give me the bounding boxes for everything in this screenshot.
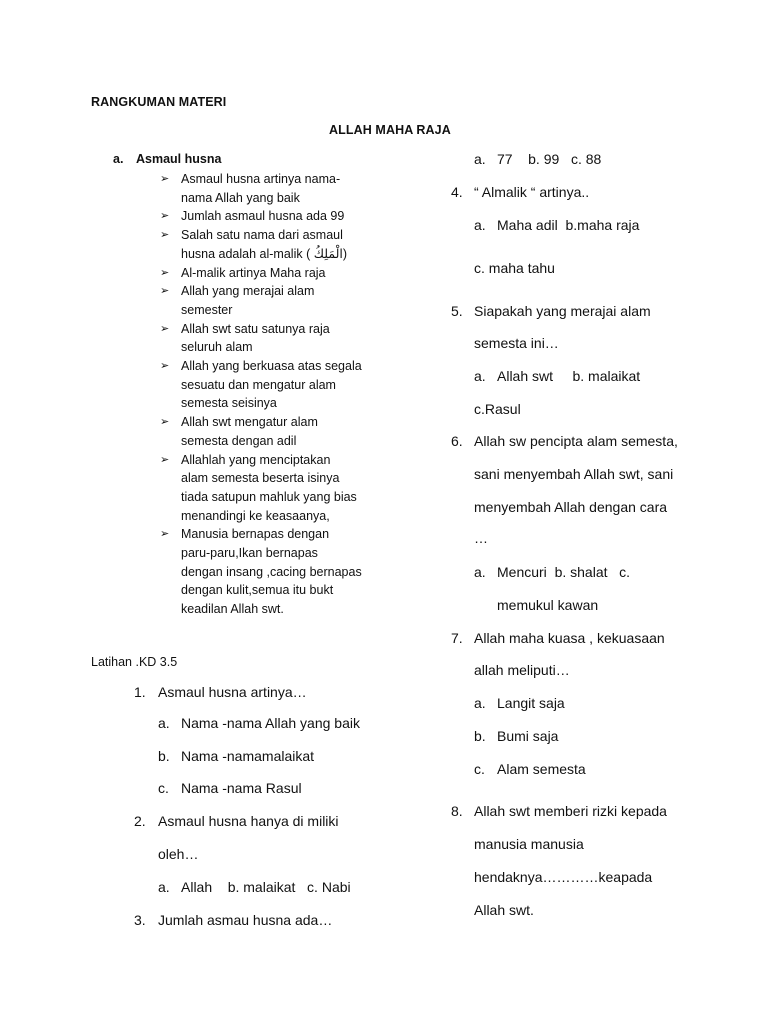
option-letter: a.: [158, 879, 170, 895]
question-text: sani menyembah Allah swt, sani: [474, 466, 674, 482]
question-number: 7.: [451, 630, 463, 646]
summary-bullet-text: alam semesta beserta isinya: [181, 471, 340, 486]
summary-bullet-text: Allah swt satu satunya raja: [181, 321, 330, 336]
question-text: Allah swt memberi rizki kepada: [474, 803, 667, 819]
document-subtitle: ALLAH MAHA RAJA: [329, 123, 451, 137]
summary-bullet-text: husna adalah al-malik ( الْمَلِكُ): [181, 246, 348, 261]
question-text: menyembah Allah dengan cara: [474, 499, 668, 515]
option-text: 77 b. 99 c. 88: [497, 151, 602, 167]
summary-bullet-text: Al-malik artinya Maha raja: [181, 265, 326, 280]
summary-bullet-item: [160, 170, 370, 207]
arrow-bullet-icon: ➢: [160, 416, 170, 429]
question-number: 4.: [451, 184, 463, 200]
summary-bullet-text: keadilan Allah swt.: [181, 602, 284, 617]
question-text: “ Almalik “ artinya..: [474, 184, 590, 200]
option-text: Nama -namamalaikat: [181, 748, 315, 764]
section-marker: a.: [113, 152, 124, 166]
question-text: Allah sw pencipta alam semesta,: [474, 433, 678, 449]
summary-bullet-text: Manusia bernapas dengan: [181, 527, 330, 542]
option-text: memukul kawan: [497, 597, 599, 613]
option-letter: a.: [474, 368, 486, 384]
option-text: Maha adil b.maha raja: [497, 217, 640, 233]
summary-bullet-text: semesta seisinya: [181, 396, 277, 411]
summary-bullet-text: Allah yang berkuasa atas segala: [181, 359, 362, 374]
summary-bullet-item: [160, 525, 370, 619]
summary-bullet-item: [160, 264, 370, 283]
option-text: Allah b. malaikat c. Nabi: [181, 879, 351, 895]
question-text: oleh…: [158, 846, 199, 862]
summary-bullet-text: semester: [181, 302, 233, 317]
option-letter: a.: [158, 715, 170, 731]
summary-bullet-item: [160, 320, 370, 357]
question-number: 8.: [451, 803, 463, 819]
option-text: Mencuri b. shalat c.: [497, 564, 631, 580]
question-text: semesta ini…: [474, 335, 559, 351]
summary-bullet-item: [160, 451, 370, 526]
summary-bullet-text: tiada satupun mahluk yang bias: [181, 489, 357, 504]
summary-bullet-item: [160, 226, 370, 263]
summary-bullet-text: paru-paru,Ikan bernapas: [181, 546, 318, 561]
option-letter: a.: [474, 564, 486, 580]
question-number: 1.: [134, 684, 146, 700]
option-text: Nama -nama Rasul: [181, 780, 302, 796]
arrow-bullet-icon: ➢: [160, 173, 170, 185]
question-number: 2.: [134, 813, 146, 829]
summary-bullet-text: dengan insang ,cacing bernapas: [181, 564, 362, 579]
option-text: Alam semesta: [497, 761, 586, 777]
summary-bullet-text: Asmaul husna artinya nama-: [181, 172, 341, 186]
summary-bullet-text: Allah swt mengatur alam: [181, 415, 318, 430]
summary-bullet-item: [160, 357, 370, 413]
exercise-label: Latihan .KD 3.5: [91, 655, 178, 669]
arrow-bullet-icon: ➢: [160, 266, 170, 279]
option-letter: a.: [474, 217, 486, 233]
arrow-bullet-icon: ➢: [160, 453, 170, 466]
summary-bullet-text: nama Allah yang baik: [181, 190, 300, 205]
question-number: 3.: [134, 912, 146, 928]
arrow-bullet-icon: ➢: [160, 360, 170, 373]
option-text: c.Rasul: [474, 401, 521, 417]
section-title: Asmaul husna: [136, 152, 222, 166]
summary-bullet-text: Allahlah yang menciptakan: [181, 452, 331, 467]
question-text: Allah swt.: [474, 902, 534, 918]
option-text: Nama -nama Allah yang baik: [181, 715, 360, 731]
option-letter: b.: [158, 748, 170, 764]
summary-bullet-text: semesta dengan adil: [181, 433, 297, 448]
question-text: Siapakah yang merajai alam: [474, 303, 651, 319]
question-text: Asmaul husna hanya di miliki: [158, 813, 339, 829]
option-letter: b.: [474, 728, 486, 744]
document-title: RANGKUMAN MATERI: [91, 95, 227, 109]
option-text: Allah swt b. malaikat: [497, 368, 641, 384]
question-text: allah meliputi…: [474, 662, 570, 678]
summary-bullet-text: dengan kulit,semua itu bukt: [181, 583, 334, 598]
question-number: 6.: [451, 433, 463, 449]
summary-bullet-text: sesuatu dan mengatur alam: [181, 377, 336, 392]
summary-bullet-item: [160, 207, 370, 226]
question-text: …: [474, 530, 488, 546]
option-text: c. maha tahu: [474, 260, 555, 276]
option-text: Langit saja: [497, 695, 565, 711]
summary-bullet-text: menandingi ke keasaanya,: [181, 508, 330, 523]
summary-bullet-item: [160, 282, 370, 319]
option-letter: c.: [158, 780, 169, 796]
summary-bullet-list: [160, 170, 370, 619]
option-letter: a.: [474, 695, 486, 711]
arrow-bullet-icon: ➢: [160, 229, 170, 242]
arrow-bullet-icon: ➢: [160, 528, 170, 541]
question-text: Asmaul husna artinya…: [158, 684, 307, 700]
question-text: Jumlah asmau husna ada…: [158, 912, 333, 928]
question-text: Allah maha kuasa , kekuasaan: [474, 630, 665, 646]
arrow-bullet-icon: ➢: [160, 285, 170, 298]
option-letter: c.: [474, 761, 485, 777]
option-text: Bumi saja: [497, 728, 559, 744]
option-letter: a.: [474, 151, 486, 167]
question-number: 5.: [451, 303, 463, 319]
question-text: hendaknya…………keapada: [474, 869, 653, 885]
summary-bullet-item: [160, 413, 370, 450]
arrow-bullet-icon: ➢: [160, 322, 170, 335]
question-text: manusia manusia: [474, 836, 584, 852]
summary-bullet-text: Jumlah asmaul husna ada 99: [181, 209, 345, 224]
summary-bullet-text: seluruh alam: [181, 340, 253, 355]
summary-bullet-text: Allah yang merajai alam: [181, 284, 315, 299]
arrow-bullet-icon: ➢: [160, 210, 170, 223]
summary-bullet-text: Salah satu nama dari asmaul: [181, 228, 343, 243]
